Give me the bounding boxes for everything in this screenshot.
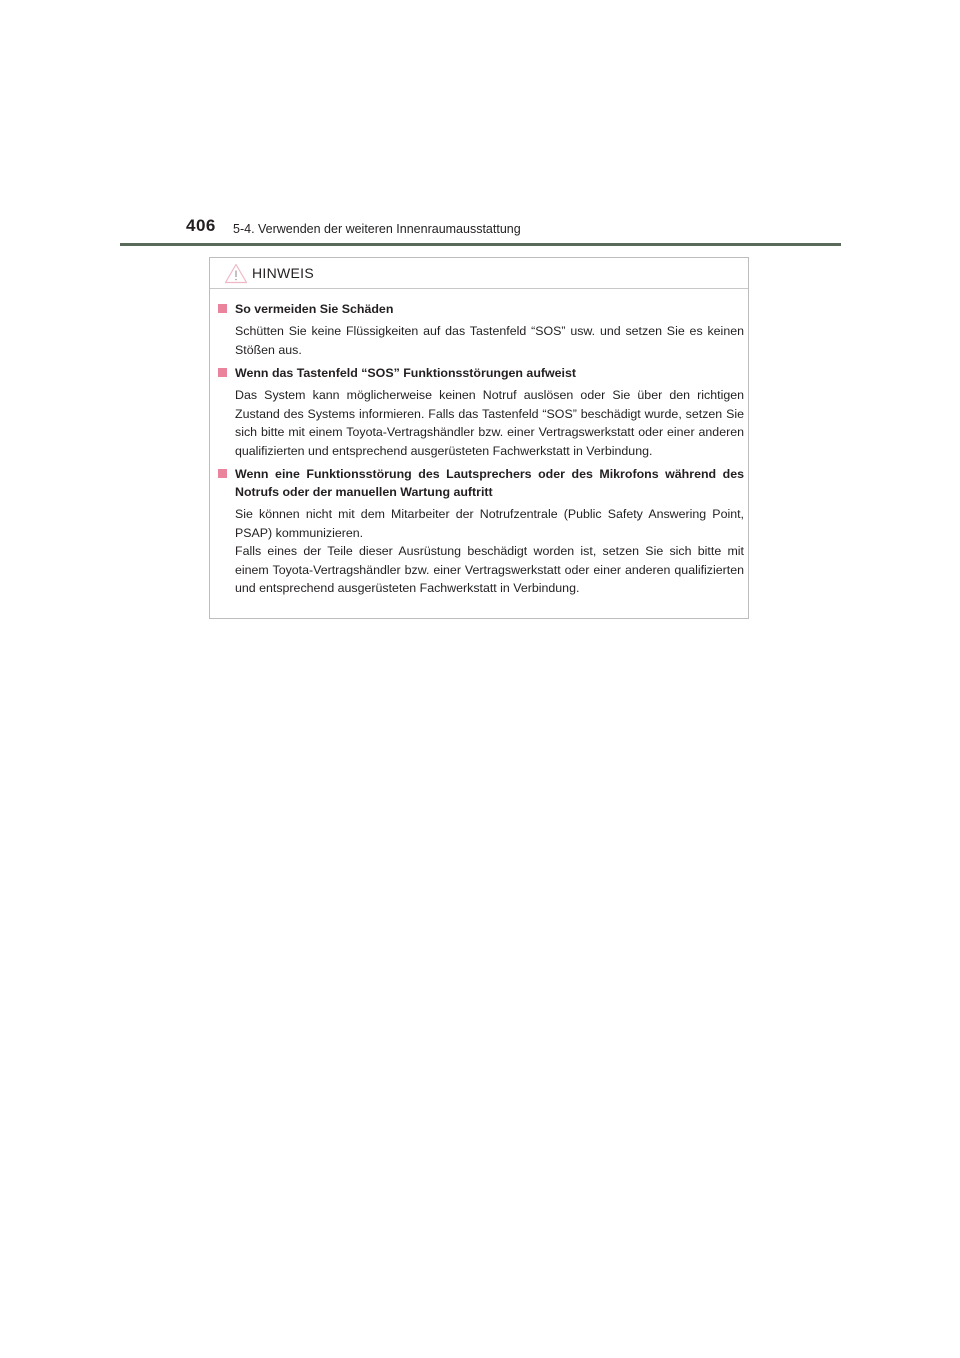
notice-header [210,258,748,289]
item-text [216,505,744,598]
notice-title: HINWEIS [252,265,314,281]
notice-item [216,300,744,359]
item-paragraph: Falls eines der Teile dieser Ausrüstung beschädigt worden ist, setzen Sie sich bitte mit einem Toyota-Vertragshändler bzw. einer Vertragswerkstatt oder einer anderen qualifizierten und entsprechend ausgerüsteten Fachwerkstatt in Verbindung. [235,544,744,595]
item-heading [216,465,744,501]
notice-body [216,300,744,603]
page-number: 406 [186,216,216,235]
section-title: 5-4. Verwenden der weiteren Innenraumausstattung [233,222,521,236]
item-paragraph: Das System kann möglicherweise keinen Notruf auslösen oder Sie über den richtigen Zustand des Systems informieren. Falls das Tastenfeld “SOS” beschädigt wurde, setzen Sie sich bitte mit einem Toyota-Vertragshändler bzw. einer Vertragswerkstatt oder einer anderen qualifizierten und entsprechend ausgerüsteten Fachwerkstatt in Verbindung. [235,388,744,458]
notice-item [216,465,744,598]
item-heading [216,300,744,318]
notice-box [209,257,749,619]
item-heading-text: Wenn das Tastenfeld “SOS” Funktionsstörungen aufweist [235,366,577,380]
header-divider [120,243,841,246]
item-heading [216,364,744,382]
item-heading-text: So vermeiden Sie Schäden [235,302,394,316]
item-text [216,322,744,359]
item-paragraph: Schütten Sie keine Flüssigkeiten auf das Tastenfeld “SOS” usw. und setzen Sie es keinen Stößen aus. [235,324,744,357]
notice-item [216,364,744,460]
bullet-square-icon [218,469,227,478]
bullet-square-icon [218,304,227,313]
item-heading-text: Wenn eine Funktionsstörung des Lautsprechers oder des Mikrofons während des Notrufs oder der manuellen Wartung auftritt [235,467,744,499]
warning-triangle-icon [224,263,248,284]
bullet-square-icon [218,368,227,377]
item-paragraph: Sie können nicht mit dem Mitarbeiter der Notrufzentrale (Public Safety Answering Point, PSAP) kommunizieren. [235,507,744,540]
item-text [216,386,744,460]
